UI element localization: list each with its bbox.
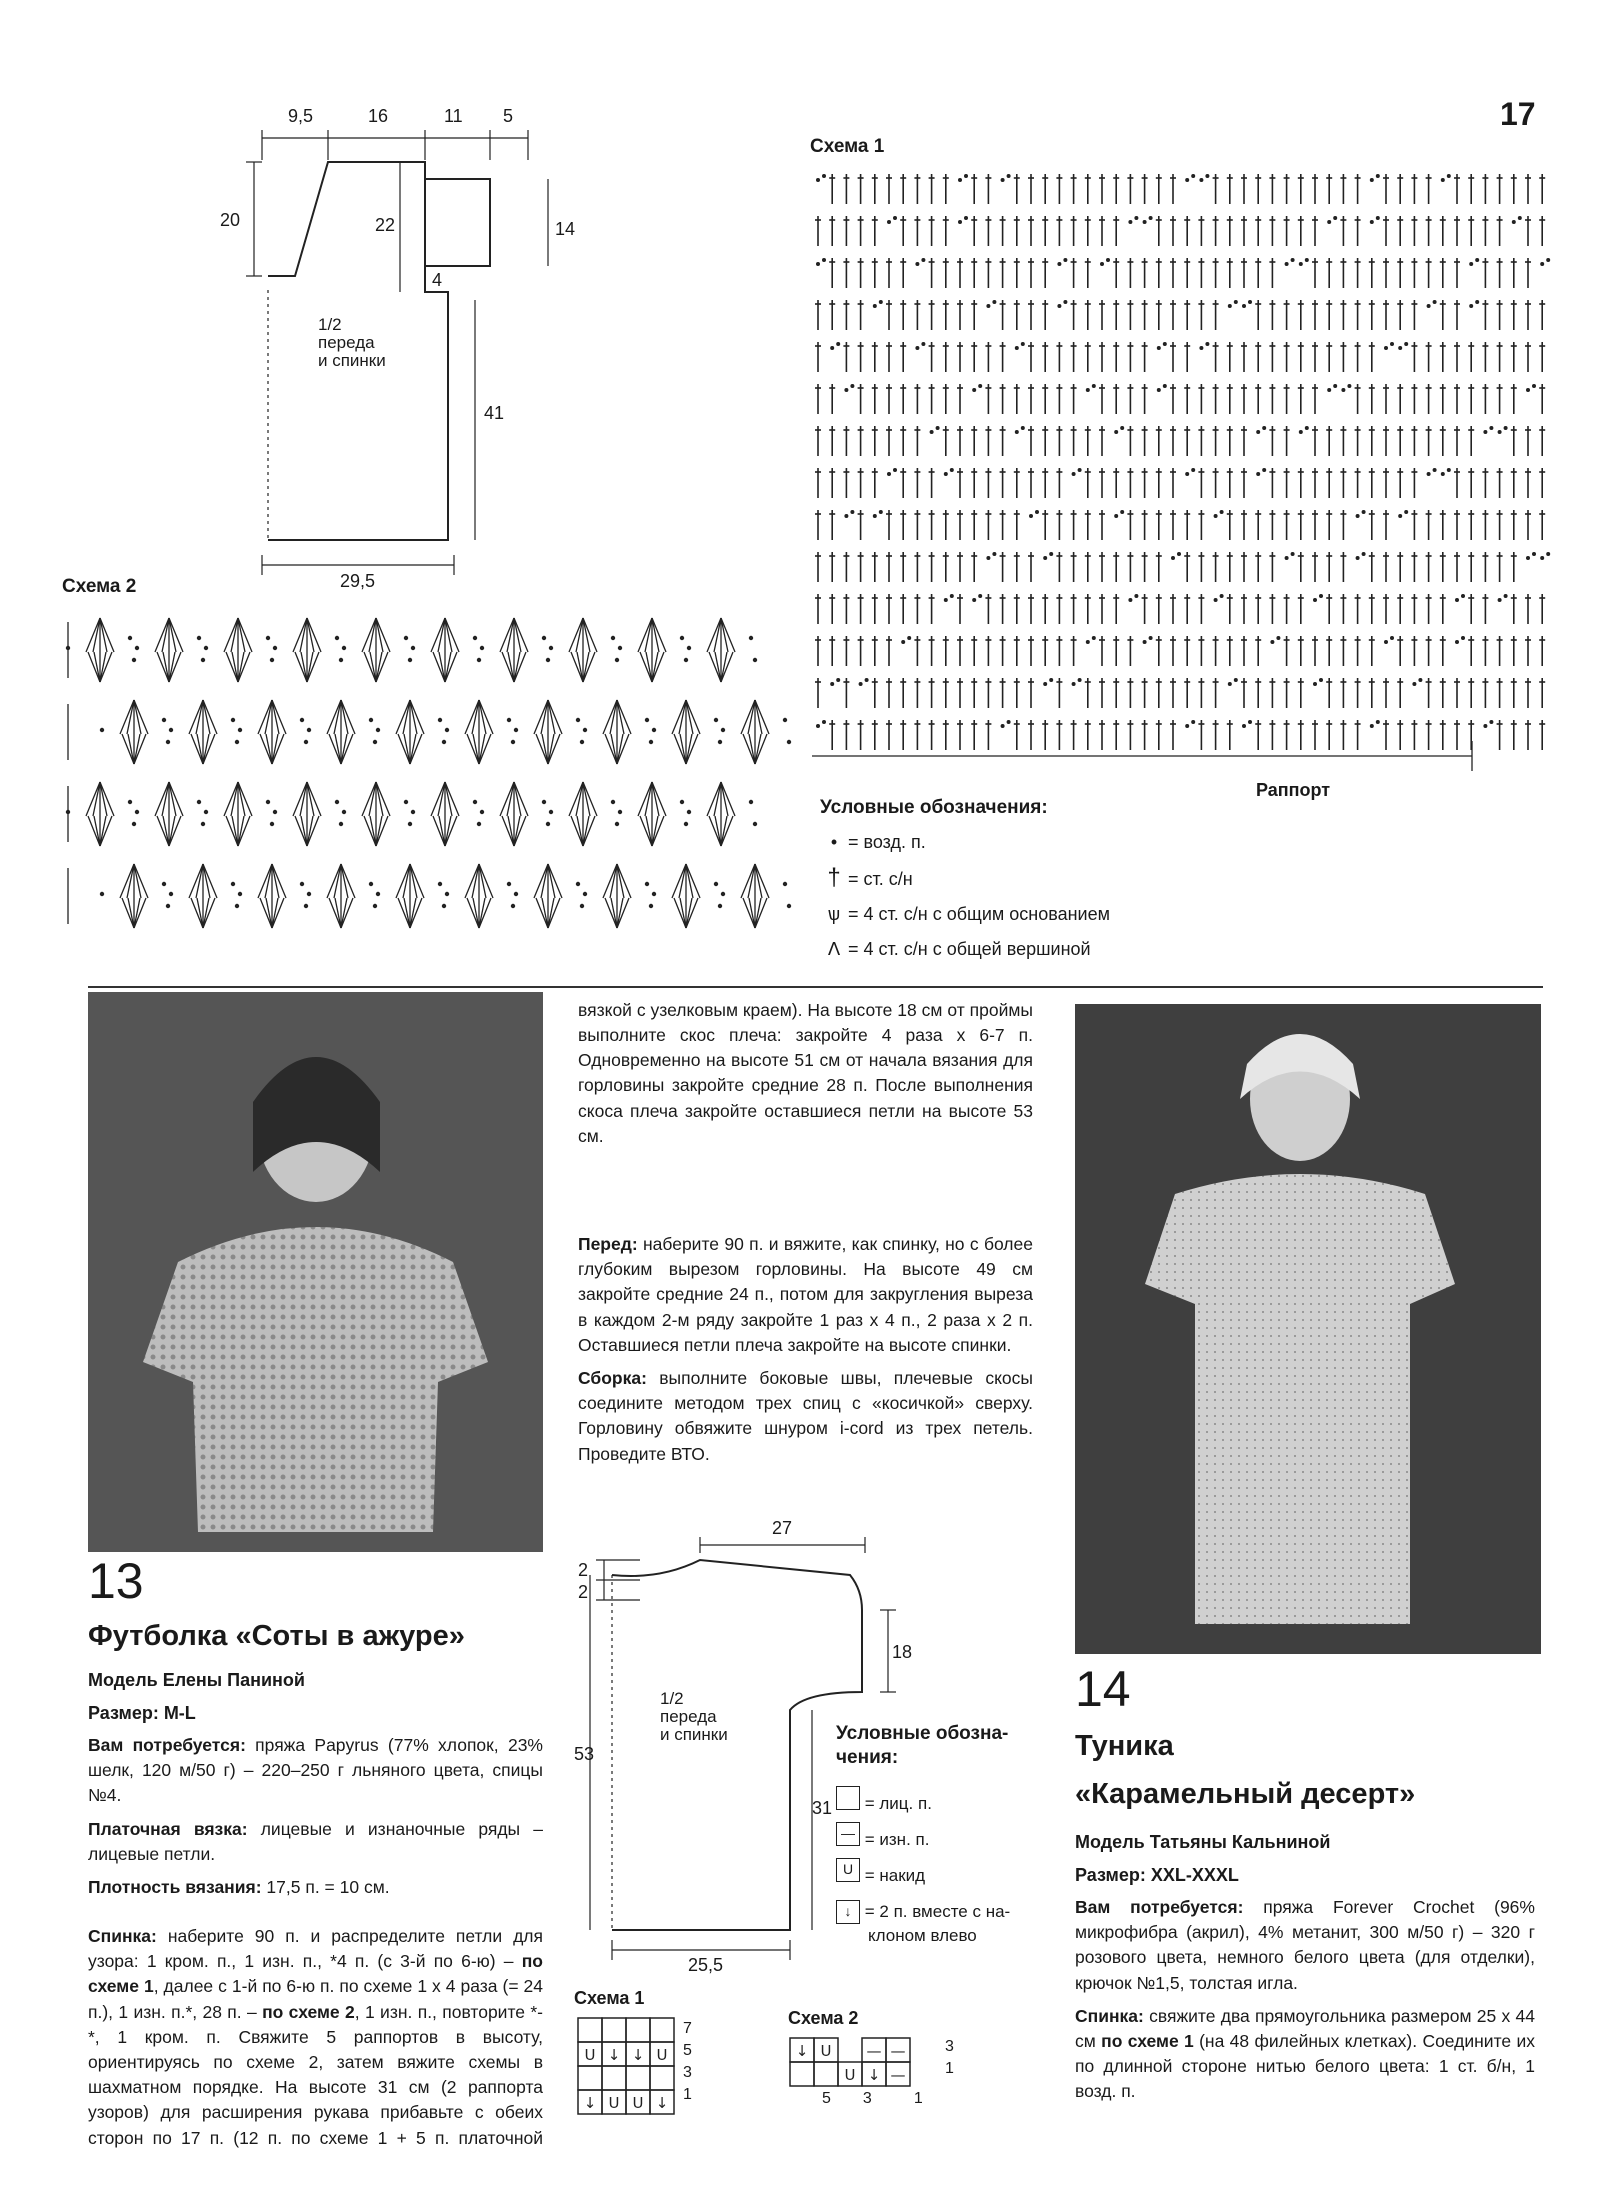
svg-text:U: U: [844, 2066, 856, 2084]
article-13-back-part1: [88, 1924, 543, 2151]
scheme1-label: Схема 1: [810, 136, 885, 157]
knit-scheme2-label: Схема 2: [788, 2008, 859, 2028]
cluster-stitch-icon: ᐱ: [827, 939, 841, 959]
article-14-text: [1075, 1895, 1535, 2113]
legend-item-cluster: ᐱ = 4 ст. с/н с общей вершиной: [820, 932, 1110, 967]
crochet-legend-title: Условные обозначения:: [820, 797, 1048, 818]
knit-legend: Условные обозна- чения:: [836, 1723, 1009, 1768]
knit-scheme1-row-numbers: 7 5 3 1: [683, 2020, 692, 2103]
back-text-flow-2: вязкой с узелковым краем). На высоте 18 см от проймы выполните скос плеча: закройте 4 раза х 6-7 п. Одновременно на высоте 51 см от начала вязания для горловины закройте средние 28 п. После выполнения скоса плеча закройте оставшиеся петли на высоте 53 см.: [578, 999, 1033, 1146]
legend-item-chain: • = возд. п.: [820, 825, 1110, 860]
para-needs-14: Вам потребуется: пряжа Forever Crochet (96% микрофибра (акрил), 4% метанит, 300 м/50 г) – 320 г розового цвета, немного белого цвета (для отделки), крючок №1,5, толстая игла.: [1075, 1897, 1535, 1993]
fan-stitch-icon: ѱ: [827, 904, 841, 924]
article-13-title: Футболка «Соты в ажуре»: [88, 1620, 465, 1652]
article-13-number: 13: [88, 1553, 144, 1609]
article-13-model: Модель Елены Паниной: [88, 1670, 305, 1690]
svg-text:↓: ↓: [795, 2042, 809, 2060]
legend-item-fan: ѱ = 4 ст. с/н с общим основанием: [820, 897, 1110, 932]
dim-29-5: 29,5: [340, 571, 376, 591]
double-crochet-icon: †: [827, 864, 841, 891]
photo-13-illustration: [88, 992, 543, 1552]
dim-41: 41: [484, 403, 505, 423]
knit-scheme-1: [578, 2018, 728, 2128]
crochet-legend: [820, 790, 1110, 967]
knit-stitch-icon: [836, 1786, 860, 1810]
svg-text:U: U: [820, 2042, 832, 2060]
article-13-text-col2: [578, 1232, 1033, 1475]
dim-18: 18: [892, 1642, 913, 1662]
dim-53: 53: [574, 1744, 595, 1764]
svg-text:—: —: [890, 2066, 906, 2084]
article-14-title-1: Туника: [1075, 1730, 1174, 1762]
legend-knit-stitch: = лиц. п.: [836, 1786, 1010, 1822]
dim-16: 16: [368, 106, 389, 126]
knit-scheme2-row-numbers: 3 1: [945, 2038, 954, 2077]
knit-scheme1-label: Схема 1: [574, 1988, 645, 2008]
svg-text:↓: ↓: [583, 2094, 597, 2112]
photo-model-13: [88, 992, 543, 1552]
legend-purl-stitch: — = изн. п.: [836, 1822, 1010, 1858]
legend-item-dc: † = ст. с/н: [820, 860, 1110, 897]
photo-14-illustration: [1075, 1004, 1541, 1654]
para-front: Перед: наберите 90 п. и вяжите, как спинку, но с более глубоким вырезом горловины. На высоте 49 см закройте средние 24 п., потом для закругления выреза в каждом 2-м ряду закройте 1 раз х 4 п., 2 раза х 2 п. Оставшиеся петли плеча закройте на высоте спинки.: [578, 1234, 1033, 1355]
svg-text:U: U: [656, 2046, 668, 2064]
knit-legend-items: [836, 1786, 1010, 1948]
photo-model-14: [1075, 1004, 1541, 1654]
purl-stitch-icon: —: [836, 1822, 860, 1846]
knit-scheme2-col-numbers: 5 3 1: [822, 2090, 923, 2107]
svg-text:U: U: [608, 2094, 620, 2112]
yarn-over-icon: U: [836, 1858, 860, 1882]
svg-text:↓: ↓: [631, 2046, 645, 2064]
para-back-14: Спинка: свяжите два прямоугольника размером 25 х 44 см по схеме 1 (на 48 филейных клетках). Соедините их по длинной стороне нитью белого цвета: 1 ст. б/н, 1 возд. п.: [1075, 2005, 1535, 2102]
crochet-scheme-1: [812, 166, 1557, 766]
article-13-text-col1: [88, 1733, 543, 1908]
dim-5: 5: [503, 106, 514, 126]
para-density: Плотность вязания: 17,5 п. = 10 см.: [88, 1877, 390, 1898]
para-needs-13: Вам потребуется: пряжа Papyrus (77% хлопок, 23% шелк, 120 м/50 г) – 220–250 г льняного цвета, спицы №4.: [88, 1735, 543, 1806]
pattern-label-top: 1/2 переда и спинки: [318, 315, 386, 370]
dim-22: 22: [375, 215, 396, 235]
svg-text:—: —: [890, 2042, 906, 2060]
article-14-number: 14: [1075, 1661, 1131, 1717]
para-assembly: Сборка: выполните боковые швы, плечевые скосы соедините методом трех спиц с «косичкой» сверху. Горловину обвяжите шнуром i-cord из трех петель. Проведите ВТО.: [578, 1368, 1033, 1464]
para-garter: Платочная вязка: лицевые и изнаночные ряды – лицевые петли.: [88, 1818, 543, 1864]
pattern-drawing-top: [0, 0, 600, 600]
back-text-flow-1: Спинка: наберите 90 п. и распределите петли для узора: 1 кром. п., 1 изн. п., *4 п. (с 3-й по 6-ю) – по схеме 1, далее с 1-й по 6-ю п. по схеме 1 х 4 раза (= 24 п.), 1 изн. п.*, 28 п. – по схеме 2, 1 изн. п., повторите *-*, 1 кром. п. Свяжите 5 раппортов в высоту, ориентируясь по схеме 2, затем вяжите схемы в шахматном порядке. На высоте 31 см (2 раппорта узоров) для расширения рукава прибавьте с обеих сторон по 17 п. (12 п. по схеме 1 + 5 п. платочной: [88, 1926, 543, 2148]
scheme2-label: Схема 2: [62, 576, 137, 597]
dim-14: 14: [555, 219, 576, 239]
dim-4: 4: [432, 270, 443, 290]
legend-k2tog-left: ↓ = 2 п. вместе с на- клоном влево: [836, 1900, 1010, 1948]
svg-text:↓: ↓: [607, 2046, 621, 2064]
dim-25-5: 25,5: [688, 1955, 724, 1975]
article-14-size: Размер: XXL-XXXL: [1075, 1865, 1239, 1885]
chain-dot-icon: •: [830, 832, 838, 852]
svg-text:—: —: [866, 2042, 882, 2060]
dim-2-top: 2: [578, 1560, 589, 1580]
dim-27: 27: [772, 1518, 793, 1538]
dim-31: 31: [812, 1798, 833, 1818]
knit-scheme-2: [790, 2038, 950, 2098]
svg-text:↓: ↓: [867, 2066, 881, 2084]
k2tog-left-icon: ↓: [836, 1900, 860, 1924]
article-13-back-part2: [578, 998, 1033, 1228]
rapport-label: Раппорт: [1256, 780, 1331, 800]
svg-text:↓: ↓: [655, 2094, 669, 2112]
dim-20: 20: [220, 210, 241, 230]
legend-yarn-over: U = накид: [836, 1858, 1010, 1894]
svg-text:U: U: [584, 2046, 596, 2064]
pattern-label-bottom: 1/2 переда и спинки: [660, 1689, 728, 1744]
dim-9-5: 9,5: [288, 106, 314, 126]
article-14-title-2: «Карамельный десерт»: [1075, 1778, 1416, 1810]
article-14-model: Модель Татьяны Кальниной: [1075, 1832, 1331, 1852]
page-number: 17: [1500, 96, 1536, 132]
section-divider: [88, 986, 1543, 988]
dim-2-bottom: 2: [578, 1582, 589, 1602]
crochet-scheme-2: [60, 610, 800, 950]
dim-11: 11: [444, 106, 463, 126]
article-13-size: Размер: M-L: [88, 1703, 196, 1723]
svg-text:U: U: [632, 2094, 644, 2112]
